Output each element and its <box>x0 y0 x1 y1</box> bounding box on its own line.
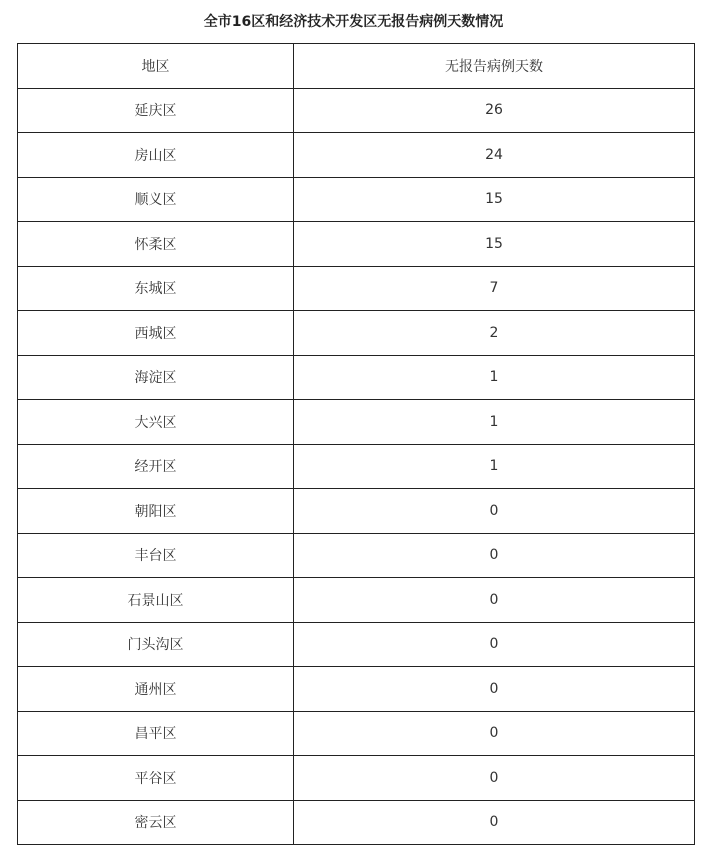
district-cell: 朝阳区 <box>18 489 294 534</box>
days-cell: 7 <box>294 266 695 311</box>
district-cell: 通州区 <box>18 667 294 712</box>
district-cell: 延庆区 <box>18 88 294 133</box>
districts-table <box>17 43 695 845</box>
days-cell: 0 <box>294 756 695 801</box>
district-cell: 丰台区 <box>18 533 294 578</box>
days-cell: 0 <box>294 622 695 667</box>
table-row <box>18 355 695 400</box>
district-cell: 门头沟区 <box>18 622 294 667</box>
days-cell: 15 <box>294 222 695 267</box>
table-row <box>18 311 695 356</box>
table-row <box>18 533 695 578</box>
district-cell: 密云区 <box>18 800 294 845</box>
district-cell: 怀柔区 <box>18 222 294 267</box>
table-row <box>18 400 695 445</box>
table-row <box>18 711 695 756</box>
district-cell: 昌平区 <box>18 711 294 756</box>
district-cell: 海淀区 <box>18 355 294 400</box>
district-cell: 顺义区 <box>18 177 294 222</box>
days-cell: 0 <box>294 489 695 534</box>
days-cell: 24 <box>294 133 695 178</box>
days-cell: 0 <box>294 533 695 578</box>
days-cell: 2 <box>294 311 695 356</box>
table-row <box>18 133 695 178</box>
page-title: 全市16区和经济技术开发区无报告病例天数情况 <box>203 14 504 30</box>
days-cell: 0 <box>294 800 695 845</box>
days-cell: 0 <box>294 578 695 623</box>
district-cell: 经开区 <box>18 444 294 489</box>
table-row <box>18 444 695 489</box>
table-row <box>18 266 695 311</box>
days-cell: 0 <box>294 711 695 756</box>
table-row <box>18 756 695 801</box>
district-cell: 房山区 <box>18 133 294 178</box>
table-row <box>18 222 695 267</box>
header-days: 无报告病例天数 <box>294 44 695 89</box>
table-row <box>18 667 695 712</box>
district-cell: 东城区 <box>18 266 294 311</box>
district-cell: 大兴区 <box>18 400 294 445</box>
table-row <box>18 622 695 667</box>
table-row <box>18 88 695 133</box>
district-cell: 西城区 <box>18 311 294 356</box>
days-cell: 15 <box>294 177 695 222</box>
table-row <box>18 800 695 845</box>
table-row <box>18 489 695 534</box>
days-cell: 0 <box>294 667 695 712</box>
table-row <box>18 578 695 623</box>
table-header-row <box>18 44 695 89</box>
header-district: 地区 <box>18 44 294 89</box>
days-cell: 1 <box>294 400 695 445</box>
days-cell: 26 <box>294 88 695 133</box>
district-cell: 平谷区 <box>18 756 294 801</box>
days-cell: 1 <box>294 355 695 400</box>
days-cell: 1 <box>294 444 695 489</box>
district-cell: 石景山区 <box>18 578 294 623</box>
table-body <box>18 88 695 845</box>
table-row <box>18 177 695 222</box>
